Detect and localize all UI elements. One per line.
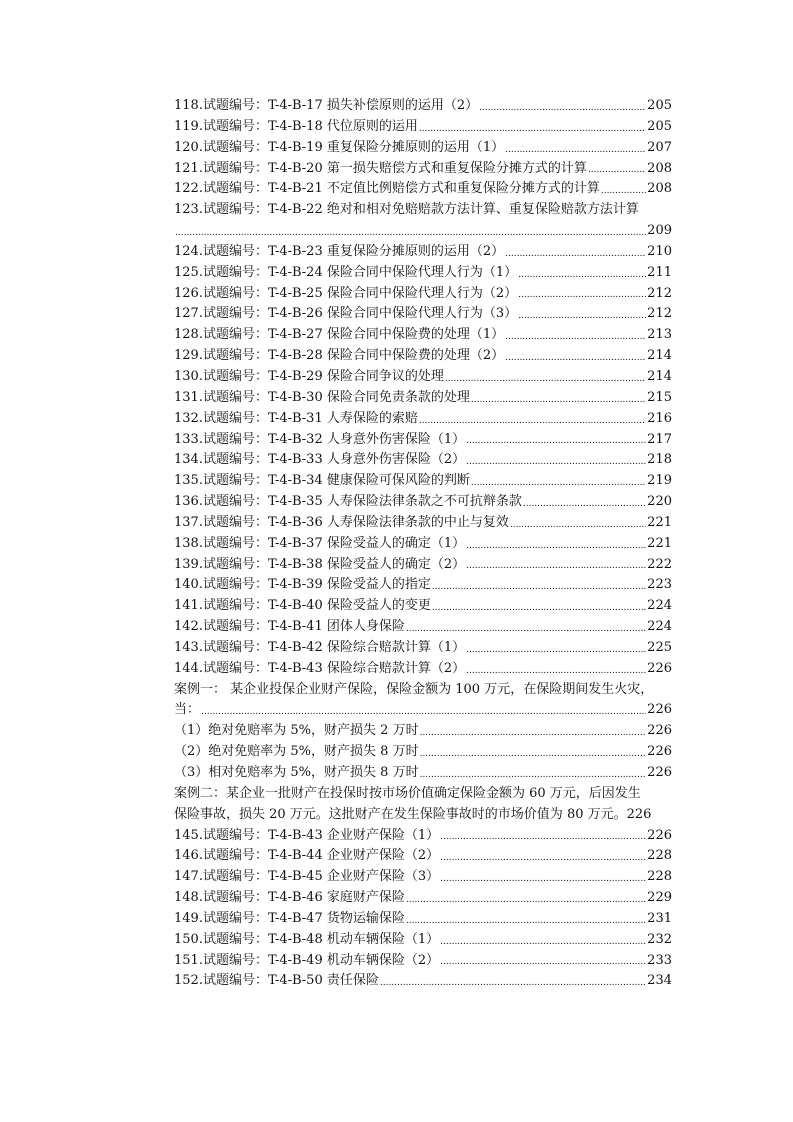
toc-leader-dots xyxy=(601,182,646,200)
toc-entry-title: 118.试题编号：T-4-B-17 损失补偿原则的运用（2） xyxy=(174,98,479,113)
toc-entry-page: 216 xyxy=(647,410,672,426)
toc-leader-dots xyxy=(440,870,646,888)
toc-entry-page: 214 xyxy=(647,368,672,384)
toc-entry-page: 229 xyxy=(647,890,672,906)
toc-entry[interactable] xyxy=(174,909,672,930)
toc-leader-dots xyxy=(466,432,646,450)
toc-entry-page: 221 xyxy=(647,514,672,530)
toc-entry[interactable] xyxy=(174,867,672,888)
toc-entry-page: 207 xyxy=(647,139,672,155)
toc-entry-title: 134.试题编号：T-4-B-33 人身意外伤害保险（2） xyxy=(174,452,466,468)
toc-leader-dots xyxy=(471,391,646,409)
toc-entry-page: 214 xyxy=(647,348,672,364)
toc-entry[interactable] xyxy=(174,430,672,451)
toc-entry-title: 120.试题编号：T-4-B-19 重复保险分摊原则的运用（1） xyxy=(174,139,505,155)
toc-leader-dots xyxy=(466,662,646,680)
toc-leader-dots xyxy=(466,641,646,659)
toc-entry[interactable] xyxy=(174,388,672,409)
toc-entry[interactable] xyxy=(174,117,672,138)
toc-entry-page: 226 xyxy=(647,660,672,676)
toc-entry-title: 151.试题编号：T-4-B-49 机动车辆保险（2） xyxy=(174,952,440,968)
toc-entry-title: 129.试题编号：T-4-B-28 保险合同中保险费的处理（2） xyxy=(174,348,505,364)
toc-entry[interactable] xyxy=(174,596,672,617)
toc-leader-dots xyxy=(523,495,646,513)
toc-entry-page: 220 xyxy=(647,494,672,510)
toc-entry-title: 142.试题编号：T-4-B-41 团体人身保险 xyxy=(174,619,405,635)
toc-entry-title: 132.试题编号：T-4-B-31 人寿保险的索赔 xyxy=(174,410,418,426)
toc-entry-page: 222 xyxy=(647,556,672,572)
toc-leader-dots xyxy=(518,286,646,304)
toc-entry-title: 137.试题编号：T-4-B-36 人寿保险法律条款的中止与复效 xyxy=(174,514,509,530)
toc-case-heading[interactable]: 案例二：某企业一批财产在投保时按市场价值确定保险金额为 60 万元，后因发生 xyxy=(174,785,641,801)
toc-entry[interactable] xyxy=(174,367,672,388)
toc-leader-dots xyxy=(588,161,646,179)
toc-entry[interactable] xyxy=(174,492,672,513)
toc-entry-title: 131.试题编号：T-4-B-30 保险合同免责条款的处理 xyxy=(174,389,470,405)
toc-entry-page: 219 xyxy=(647,473,672,489)
toc-entry-title: 124.试题编号：T-4-B-23 重复保险分摊原则的运用（2） xyxy=(174,243,505,259)
toc-entry-page: 224 xyxy=(647,619,672,635)
toc-entry-title: 140.试题编号：T-4-B-39 保险受益人的指定 xyxy=(174,577,431,593)
toc-entry-page: 210 xyxy=(647,243,672,259)
toc-leader-dots xyxy=(505,328,646,346)
toc-leader-dots xyxy=(380,974,646,992)
toc-entry-title: 143.试题编号：T-4-B-42 保险综合赔款计算（1） xyxy=(174,639,466,655)
toc-leader-dots xyxy=(440,849,646,867)
toc-entry[interactable] xyxy=(174,617,672,638)
toc-entry-page: 212 xyxy=(647,285,672,301)
toc-entry-page: 213 xyxy=(647,327,672,343)
toc-leader-dots xyxy=(420,766,647,784)
toc-entry[interactable] xyxy=(174,471,672,492)
toc-entry-title: 126.试题编号：T-4-B-25 保险合同中保险代理人行为（2） xyxy=(174,285,518,301)
toc-entry[interactable] xyxy=(174,263,672,284)
toc-leader-dots xyxy=(466,557,646,575)
toc-entry-page: 215 xyxy=(647,389,672,405)
toc-entry-continuation[interactable] xyxy=(174,700,672,721)
toc-entry-page: 217 xyxy=(647,431,672,447)
toc-entry-title: 150.试题编号：T-4-B-48 机动车辆保险（1） xyxy=(174,931,440,947)
toc-entry[interactable] xyxy=(174,284,672,305)
toc-entry-page: 212 xyxy=(647,306,672,322)
toc-leader-dots xyxy=(420,724,647,742)
toc-entry[interactable] xyxy=(174,638,672,659)
toc-entry[interactable] xyxy=(174,304,672,325)
toc-entry-page: 228 xyxy=(647,869,672,885)
toc-entry-continuation[interactable] xyxy=(174,221,672,242)
toc-entry-title: 147.试题编号：T-4-B-45 企业财产保险（3） xyxy=(174,869,440,885)
toc-leader-dots xyxy=(440,953,646,971)
toc-entry[interactable] xyxy=(174,325,672,346)
toc-entry-title: 121.试题编号：T-4-B-20 第一损失赔偿方式和重复保险分摊方式的计算 xyxy=(174,160,587,176)
toc-entry-title: 135.试题编号：T-4-B-34 健康保险可保风险的判断 xyxy=(174,473,470,489)
toc-entry-continuation[interactable] xyxy=(174,805,672,826)
toc-entry[interactable] xyxy=(174,575,672,596)
toc-entry[interactable] xyxy=(174,534,672,555)
toc-entry[interactable] xyxy=(174,951,672,972)
toc-entry-page: 205 xyxy=(647,98,672,113)
toc-entry[interactable] xyxy=(174,826,672,847)
toc-entry[interactable] xyxy=(174,242,672,263)
toc-entry-page: 233 xyxy=(647,952,672,968)
toc-entry-page: 209 xyxy=(647,223,672,239)
toc-entry-page: 218 xyxy=(647,452,672,468)
toc-leader-dots xyxy=(406,891,646,909)
toc-entry-title: 148.试题编号：T-4-B-46 家庭财产保险 xyxy=(174,890,405,906)
toc-entry-title: 138.试题编号：T-4-B-37 保险受益人的确定（1） xyxy=(174,535,466,551)
toc-leader-dots xyxy=(479,99,646,117)
toc-entry-title: 130.试题编号：T-4-B-29 保险合同争议的处理 xyxy=(174,368,444,384)
toc-entry-title: （1）绝对免赔率为 5%，财产损失 2 万时 xyxy=(174,723,419,739)
toc-entry-title: 保险事故，损失 20 万元。这批财产在发生保险事故时的市场价值为 80 万元。 xyxy=(174,806,627,822)
toc-entry-page: 226 xyxy=(647,723,672,739)
toc-entry-page: 226 xyxy=(647,765,672,780)
toc-entry-title: 125.试题编号：T-4-B-24 保险合同中保险代理人行为（1） xyxy=(174,264,518,280)
toc-entry[interactable] xyxy=(174,513,672,534)
toc-leader-dots xyxy=(440,933,646,951)
toc-leader-dots xyxy=(432,599,646,617)
toc-leader-dots xyxy=(505,349,646,367)
toc-entry-page: 226 xyxy=(647,827,672,843)
toc-entry-page: 208 xyxy=(647,160,672,176)
toc-entry-page: 226 xyxy=(626,806,652,822)
toc-entry-page: 228 xyxy=(647,848,672,864)
toc-entry-page: 226 xyxy=(647,702,672,718)
toc-case-heading[interactable]: 案例一： 某企业投保企业财产保险，保险金额为 100 万元，在保险期间发生火灾， xyxy=(174,681,654,697)
toc-entry[interactable] xyxy=(174,555,672,576)
toc-leader-dots xyxy=(175,224,646,242)
toc-leader-dots xyxy=(505,245,646,263)
toc-entry-title: 152.试题编号：T-4-B-50 责任保险 xyxy=(174,973,379,989)
toc-entry-title: 145.试题编号：T-4-B-43 企业财产保险（1） xyxy=(174,827,440,843)
toc-entry[interactable] xyxy=(174,409,672,430)
toc-entry-title: （2）绝对免赔率为 5%，财产损失 8 万时 xyxy=(174,744,419,760)
toc-leader-dots xyxy=(466,453,646,471)
toc-entry-page: 225 xyxy=(647,639,672,655)
toc-entry-title: 127.试题编号：T-4-B-26 保险合同中保险代理人行为（3） xyxy=(174,306,518,322)
toc-entry-title: 133.试题编号：T-4-B-32 人身意外伤害保险（1） xyxy=(174,431,466,447)
toc-entry-page: 211 xyxy=(647,264,672,280)
toc-entry-page: 231 xyxy=(647,910,672,926)
toc-leader-dots xyxy=(466,537,646,555)
toc-entry[interactable] xyxy=(174,930,672,951)
toc-entry-page: 221 xyxy=(647,535,672,551)
toc-entry-page: 232 xyxy=(647,931,672,947)
toc-entry[interactable] xyxy=(174,179,672,200)
toc-entry[interactable] xyxy=(174,96,672,117)
toc-entry[interactable] xyxy=(174,971,672,992)
toc-entry[interactable] xyxy=(174,721,672,742)
toc-leader-dots xyxy=(518,307,646,325)
toc-leader-dots xyxy=(406,912,646,930)
toc-leader-dots xyxy=(406,620,646,638)
toc-entry-title-wrapped[interactable]: 123.试题编号：T-4-B-22 绝对和相对免赔赔款方法计算、重复保险赔款方法计算 xyxy=(174,202,639,218)
table-of-contents xyxy=(174,96,672,992)
toc-entry[interactable] xyxy=(174,659,672,680)
toc-leader-dots xyxy=(445,370,646,388)
toc-entry-title: 139.试题编号：T-4-B-38 保险受益人的确定（2） xyxy=(174,556,466,572)
toc-entry[interactable] xyxy=(174,763,672,784)
toc-entry[interactable] xyxy=(174,346,672,367)
toc-entry-title: 146.试题编号：T-4-B-44 企业财产保险（2） xyxy=(174,848,440,864)
toc-entry-page: 224 xyxy=(647,598,672,614)
toc-entry-title: （3）相对免赔率为 5%，财产损失 8 万时 xyxy=(174,765,419,780)
toc-entry-title: 119.试题编号：T-4-B-18 代位原则的运用 xyxy=(174,118,418,134)
toc-entry-title: 149.试题编号：T-4-B-47 货物运输保险 xyxy=(174,910,405,926)
toc-entry-page: 234 xyxy=(647,973,672,989)
toc-entry-title: 122.试题编号：T-4-B-21 不定值比例赔偿方式和重复保险分摊方式的计算 xyxy=(174,181,600,197)
toc-entry-title: 当： xyxy=(174,702,201,718)
toc-entry-page: 223 xyxy=(647,577,672,593)
toc-entry[interactable] xyxy=(174,846,672,867)
toc-entry-title: 144.试题编号：T-4-B-43 保险综合赔款计算（2） xyxy=(174,660,466,676)
toc-entry-title: 128.试题编号：T-4-B-27 保险合同中保险费的处理（1） xyxy=(174,327,505,343)
toc-entry[interactable] xyxy=(174,742,672,763)
toc-entry[interactable] xyxy=(174,450,672,471)
toc-entry[interactable] xyxy=(174,138,672,159)
toc-leader-dots xyxy=(419,120,646,138)
toc-leader-dots xyxy=(440,828,646,846)
toc-leader-dots xyxy=(419,412,646,430)
toc-leader-dots xyxy=(471,474,646,492)
toc-entry[interactable] xyxy=(174,159,672,180)
toc-entry-page: 226 xyxy=(647,744,672,760)
toc-leader-dots xyxy=(510,516,646,534)
toc-leader-dots xyxy=(432,578,646,596)
toc-entry[interactable] xyxy=(174,888,672,909)
toc-entry-title: 141.试题编号：T-4-B-40 保险受益人的变更 xyxy=(174,598,431,614)
toc-leader-dots xyxy=(201,703,646,721)
toc-leader-dots xyxy=(420,745,647,763)
toc-leader-dots xyxy=(505,141,646,159)
toc-entry-title: 136.试题编号：T-4-B-35 人寿保险法律条款之不可抗辩条款 xyxy=(174,494,522,510)
toc-entry-page: 205 xyxy=(647,118,672,134)
toc-leader-dots xyxy=(518,266,646,284)
toc-entry-page: 208 xyxy=(647,181,672,197)
